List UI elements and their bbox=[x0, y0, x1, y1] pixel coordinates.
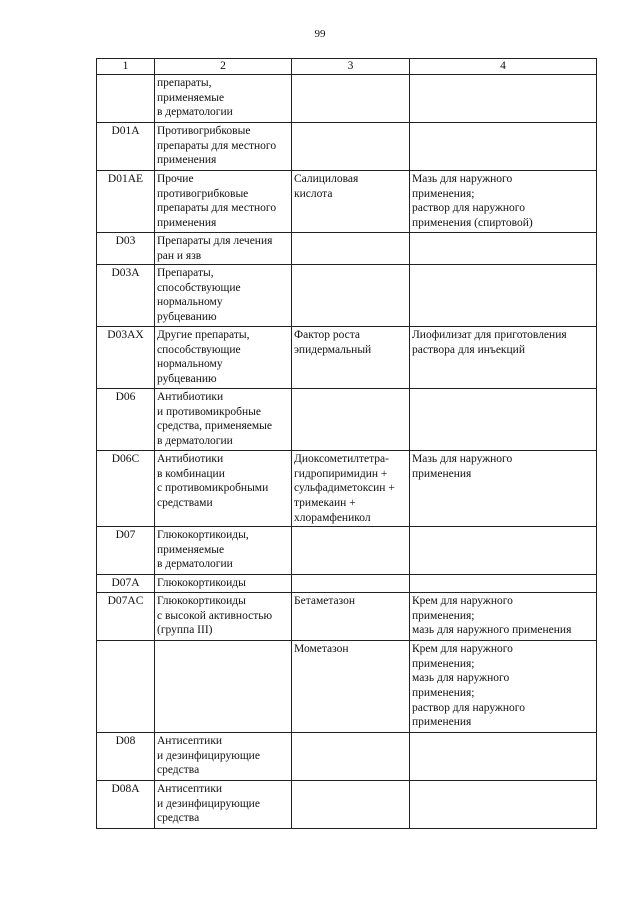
dosage-form-cell bbox=[410, 527, 597, 575]
dosage-form-cell bbox=[410, 233, 597, 265]
column-header-1: 1 bbox=[97, 59, 155, 75]
atc-code-cell: D03 bbox=[97, 233, 155, 265]
group-name-cell: препараты, применяемые в дерматологии bbox=[155, 75, 292, 123]
column-header-3: 3 bbox=[292, 59, 410, 75]
dosage-form-cell bbox=[410, 265, 597, 327]
dosage-form-cell bbox=[410, 781, 597, 829]
atc-code-cell: D03A bbox=[97, 265, 155, 327]
atc-code-cell: D01AE bbox=[97, 171, 155, 233]
dosage-form-cell: Лиофилизат для приготовления раствора для инъекций bbox=[410, 327, 597, 389]
substance-cell bbox=[292, 389, 410, 451]
table-body bbox=[97, 75, 597, 829]
table-row bbox=[97, 781, 597, 829]
table-row bbox=[97, 75, 597, 123]
group-name-cell: Препараты, способствующие нормальному рубцеванию bbox=[155, 265, 292, 327]
dosage-form-cell: Мазь для наружного применения bbox=[410, 451, 597, 527]
table-row bbox=[97, 527, 597, 575]
atc-code-cell: D07AC bbox=[97, 593, 155, 641]
dosage-form-cell bbox=[410, 575, 597, 593]
atc-code-cell: D07 bbox=[97, 527, 155, 575]
table-row bbox=[97, 575, 597, 593]
substance-cell bbox=[292, 123, 410, 171]
dosage-form-cell bbox=[410, 389, 597, 451]
column-header-4: 4 bbox=[410, 59, 597, 75]
group-name-cell: Глюкокортикоиды с высокой активностью (группа III) bbox=[155, 593, 292, 641]
group-name-cell: Антисептики и дезинфицирующие средства bbox=[155, 733, 292, 781]
atc-code-cell: D01A bbox=[97, 123, 155, 171]
dosage-form-cell: Крем для наружного применения; мазь для наружного применения; раствор для наружного применения bbox=[410, 641, 597, 733]
substance-cell bbox=[292, 233, 410, 265]
page-number: 99 bbox=[314, 28, 326, 40]
group-name-cell bbox=[155, 641, 292, 733]
substance-cell bbox=[292, 781, 410, 829]
group-name-cell: Антибиотики в комбинации с противомикробными средствами bbox=[155, 451, 292, 527]
substance-cell: Фактор роста эпидермальный bbox=[292, 327, 410, 389]
group-name-cell: Глюкокортикоиды bbox=[155, 575, 292, 593]
group-name-cell: Антисептики и дезинфицирующие средства bbox=[155, 781, 292, 829]
atc-code-cell: D06 bbox=[97, 389, 155, 451]
table-header-row bbox=[97, 59, 597, 75]
group-name-cell: Препараты для лечения ран и язв bbox=[155, 233, 292, 265]
table-row bbox=[97, 593, 597, 641]
substance-cell bbox=[292, 527, 410, 575]
substance-cell: Диоксометилтетра- гидропиримидин + сульфадиметоксин + тримекаин + хлорамфеникол bbox=[292, 451, 410, 527]
table-row bbox=[97, 389, 597, 451]
group-name-cell: Глюкокортикоиды, применяемые в дерматологии bbox=[155, 527, 292, 575]
atc-code-cell: D08 bbox=[97, 733, 155, 781]
table-row bbox=[97, 171, 597, 233]
group-name-cell: Антибиотики и противомикробные средства, применяемые в дерматологии bbox=[155, 389, 292, 451]
atc-code-cell: D07A bbox=[97, 575, 155, 593]
dosage-form-cell bbox=[410, 75, 597, 123]
group-name-cell: Противогрибковые препараты для местного применения bbox=[155, 123, 292, 171]
group-name-cell: Другие препараты, способствующие нормальному рубцеванию bbox=[155, 327, 292, 389]
substance-cell: Салициловая кислота bbox=[292, 171, 410, 233]
table-row bbox=[97, 451, 597, 527]
atc-code-cell bbox=[97, 641, 155, 733]
column-header-2: 2 bbox=[155, 59, 292, 75]
substance-cell: Мометазон bbox=[292, 641, 410, 733]
substance-cell bbox=[292, 733, 410, 781]
group-name-cell: Прочие противогрибковые препараты для местного применения bbox=[155, 171, 292, 233]
atc-code-cell: D08A bbox=[97, 781, 155, 829]
table-row bbox=[97, 233, 597, 265]
medication-table bbox=[96, 58, 597, 829]
dosage-form-cell bbox=[410, 123, 597, 171]
substance-cell bbox=[292, 75, 410, 123]
table-row bbox=[97, 123, 597, 171]
atc-code-cell bbox=[97, 75, 155, 123]
dosage-form-cell: Мазь для наружного применения; раствор для наружного применения (спиртовой) bbox=[410, 171, 597, 233]
table-row bbox=[97, 641, 597, 733]
atc-code-cell: D06C bbox=[97, 451, 155, 527]
table-row bbox=[97, 327, 597, 389]
table-row bbox=[97, 265, 597, 327]
substance-cell bbox=[292, 575, 410, 593]
substance-cell bbox=[292, 265, 410, 327]
dosage-form-cell bbox=[410, 733, 597, 781]
table-row bbox=[97, 733, 597, 781]
dosage-form-cell: Крем для наружного применения; мазь для наружного применения bbox=[410, 593, 597, 641]
substance-cell: Бетаметазон bbox=[292, 593, 410, 641]
atc-code-cell: D03AX bbox=[97, 327, 155, 389]
